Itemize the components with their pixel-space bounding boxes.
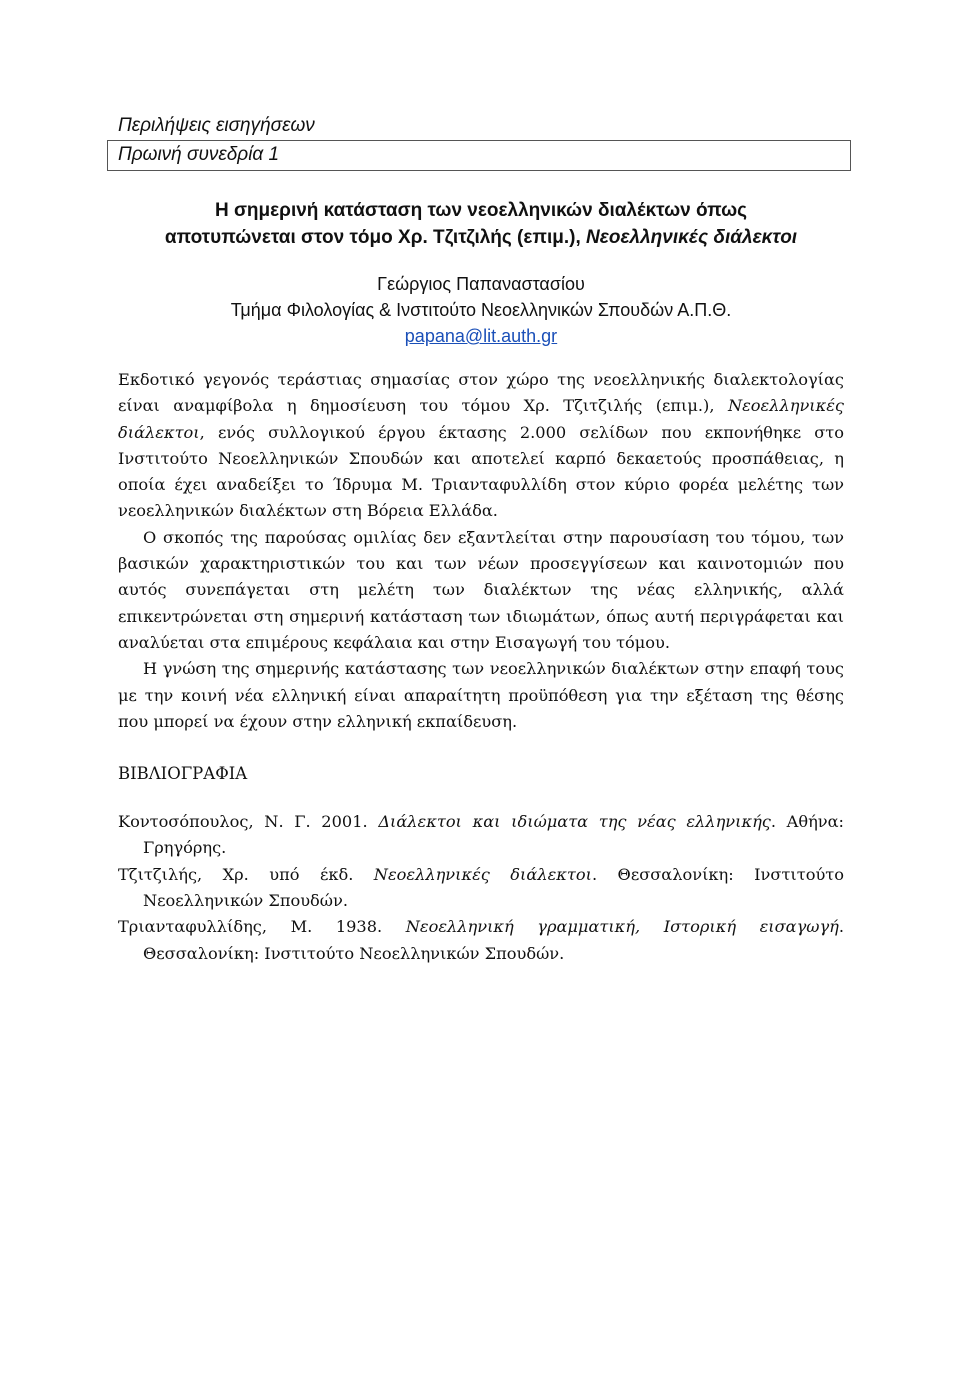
bib-entry-publisher: . Αθήνα: Γρηγόρης. [143, 812, 845, 858]
bib-entry-author: Τριανταφυλλίδης, Μ. 1938. [118, 917, 406, 937]
title-book-name: Νεοελληνικές διάλεκτοι [586, 227, 798, 248]
section-label: Περιλήψεις εισηγήσεων [118, 115, 315, 136]
bib-entry-title: Νεοελληνικές διάλεκτοι [373, 864, 592, 884]
bibliography-entry [118, 862, 844, 915]
bibliography-heading: ΒΙΒΛΙΟΓΡΑΦΙΑ [118, 764, 248, 784]
session-box [107, 140, 851, 171]
bibliography-list [118, 809, 844, 967]
bibliography-entry [118, 914, 844, 967]
author-email-link[interactable]: papana@lit.auth.gr [404, 326, 558, 346]
title-line-2 [118, 224, 844, 251]
abstract-paragraph-1 [118, 367, 844, 525]
abstract-p1-text-b: , ενός συλλογικού έργου έκτασης 2.000 σελίδων που εκπονήθηκε στο Ινστιτούτο Νεοελληνικών Σπουδών και αποτελεί καρπό δεκαετούς προσπάθειας, η οποία έχει αναδείξει το Ίδρυμα Μ. Τριανταφυλλίδη στον κύριο φορέα μελέτης των νεοελληνικών διαλέκτων στη Βόρεια Ελλάδα. [118, 422, 844, 521]
abstract-p1-book-title: Νεοελληνικές διάλεκτοι [118, 396, 844, 442]
bib-entry-author: Τζιτζιλής, Χρ. υπό έκδ. [118, 864, 374, 884]
bib-entry-title: Διάλεκτοι και ιδιώματα της νέας ελληνικής [378, 812, 771, 832]
bibliography-entry [118, 809, 844, 862]
abstract [118, 367, 844, 735]
session-label: Πρωινή συνεδρία 1 [118, 144, 280, 165]
title-line-1: Η σημερινή κατάσταση των νεοελληνικών διαλέκτων όπως [214, 200, 748, 221]
abstract-p1-text-a: Εκδοτικό γεγονός τεράστιας σημασίας στον χώρο της νεοελληνικής διαλεκτολογίας είναι αναμφίβολα η δημοσίευση του τόμου Χρ. Τζιτζιλής (επιμ.), [118, 370, 844, 416]
document-page [118, 112, 844, 967]
title-line-2-prefix: αποτυπώνεται στον τόμο Χρ. Τζιτζιλής (επιμ.), [164, 227, 587, 248]
abstract-paragraph-3: Η γνώση της σημερινής κατάστασης των νεοελληνικών διαλέκτων στην επαφή τους με την κοινή νέα ελληνική είναι απαραίτητη προϋπόθεση για την εξέταση της θέσης που μπορεί να έχουν στην ελληνική εκπαίδευση. [118, 659, 844, 731]
bib-entry-author: Κοντοσόπουλος, Ν. Γ. 2001. [118, 812, 379, 832]
author-name: Γεώργιος Παπαναστασίου [377, 274, 585, 294]
abstract-paragraph-2: Ο σκοπός της παρούσας ομιλίας δεν εξαντλείται στην παρουσίαση του τόμου, των βασικών χαρακτηριστικών του και των νέων προσεγγίσεων και καινοτομιών που αυτός συνεπάγεται στη μελέτη των διαλέκτων της νέας ελληνικής, αλλά επικεντρώνεται στη σημερινή κατάσταση των ιδιωμάτων, όπως αυτή περιγράφεται και αναλύεται στα επιμέρους κεφάλαια και στην Εισαγωγή του τόμου. [118, 527, 844, 652]
bib-entry-title: Νεοελληνική γραμματική, Ιστορική εισαγωγή [405, 917, 839, 937]
author-affiliation: Τμήμα Φιλολογίας & Ινστιτούτο Νεοελληνικών Σπουδών Α.Π.Θ. [230, 300, 732, 320]
paper-title [118, 197, 844, 251]
bib-entry-publisher: . Θεσσαλονίκη: Ινστιτούτο Νεοελληνικών Σπουδών. [143, 917, 844, 963]
author-block [118, 271, 844, 349]
bib-entry-publisher: . Θεσσαλονίκη: Ινστιτούτο Νεοελληνικών Σπουδών. [143, 864, 844, 911]
